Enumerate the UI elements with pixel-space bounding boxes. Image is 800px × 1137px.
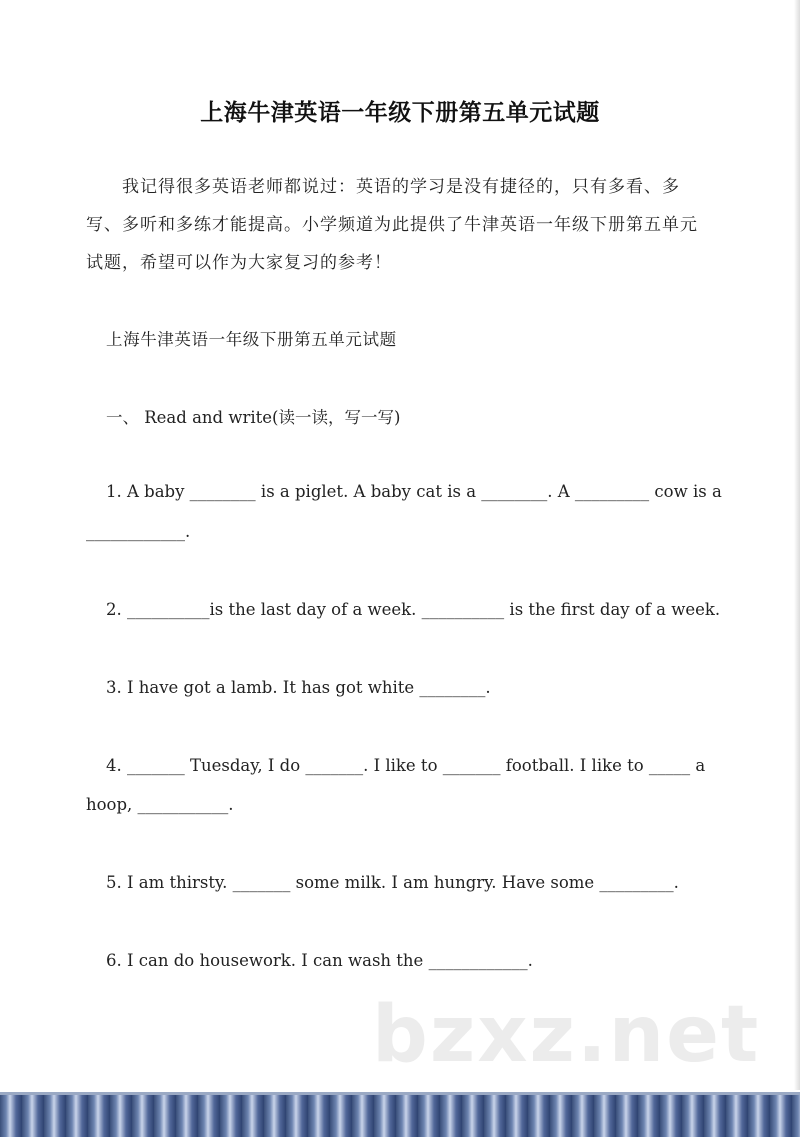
subtitle: 上海牛津英语一年级下册第五单元试题 [106,330,397,349]
intro-paragraph: 我记得很多英语老师都说过：英语的学习是没有捷径的，只有多看、多写、多听和多练才能提高。小学频道为此提供了牛津英语一年级下册第五单元试题，希望可以作为大家复习的参考！ [86,177,698,273]
question-4-continued: hoop, ___________. [86,795,234,814]
watermark: bzxz.net [372,990,761,1080]
question-2: 2. __________is the last day of a week. __________ is the first day of a week. [106,600,721,619]
page-edge-shadow [794,0,800,1090]
question-6: 6. I can do housework. I can wash the ____________. [106,951,533,970]
question-3: 3. I have got a lamb. It has got white ________. [106,678,491,697]
section-heading: 一、 Read and write(读一读，写一写) [106,408,401,427]
question-5: 5. I am thirsty. _______ some milk. I am hungry. Have some _________. [106,873,679,892]
bottom-decorative-border [0,1092,800,1137]
question-1: 1. A baby ________ is a piglet. A baby cat is a ________. A _________ cow is a [106,482,722,501]
page-title: 上海牛津英语一年级下册第五单元试题 [200,100,600,126]
question-1-continued: ____________. [86,522,191,541]
question-4: 4. _______ Tuesday, I do _______. I like to _______ football. I like to _____ a [106,756,706,775]
